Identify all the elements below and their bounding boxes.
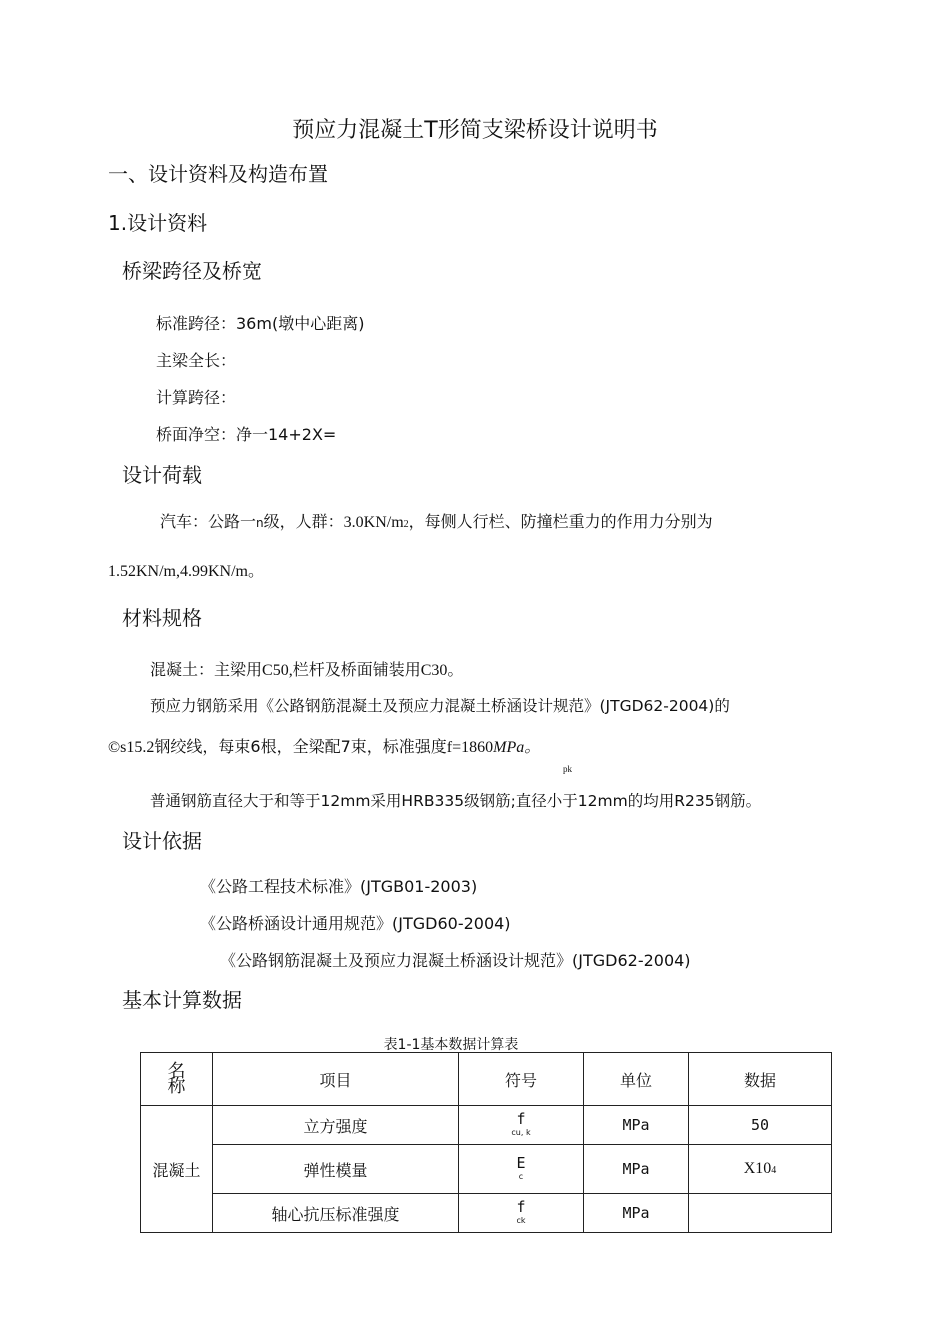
load-text-f: ，每侧人行栏、防撞栏重力的作用力分别为 [408,512,713,531]
table-row [141,1194,832,1233]
symbol-e-c [516,1153,526,1181]
row-data [689,1194,832,1233]
symbol-f-cuk [511,1109,531,1137]
header-data: 数据 [689,1053,832,1106]
load-text-c: 级，人群： [263,512,344,531]
mat3-text-a: ©s15.2 [108,739,155,756]
heading-span-width: 桥梁跨径及桥宽 [122,259,262,283]
mat-text-d: C30。 [420,662,464,679]
symbol-sub: ck [516,1215,526,1225]
material-line-3 [108,739,540,756]
mat-text-a: 混凝土：主梁用 [150,660,263,679]
material-line-1 [150,662,463,679]
row-item: 立方强度 [213,1106,459,1145]
symbol-sub: c [518,1171,524,1181]
row-item: 弹性模量 [213,1145,459,1194]
symbol-sub: cu, k [511,1127,531,1137]
header-name-bottom: 称 [167,1076,186,1097]
header-name-top: 名 [167,1061,186,1082]
basis-line-1: 《公路工程技术标准》(JTGB01-2003) [200,877,478,896]
header-unit: 单位 [584,1053,689,1106]
row-unit: MPa [584,1194,689,1233]
span-line-clearance: 桥面净空：净一14+2X= [156,425,337,444]
mat3-text-b: 钢绞线，每束6根，全梁配7束，标准强度 [154,737,447,756]
heading-material: 材料规格 [122,606,202,630]
row-symbol [459,1106,584,1145]
row-unit: MPa [584,1145,689,1194]
row-unit: MPa [584,1106,689,1145]
row-data-base: X10 [743,1160,772,1177]
heading-basic-data: 基本计算数据 [122,988,242,1012]
load-text-a: 汽车：公路一 [160,512,257,531]
span-line-length: 主梁全长： [156,351,237,370]
material-line-2: 预应力钢筋采用《公路钢筋混凝土及预应力混凝土桥涵设计规范》(JTGD62-2004)的 [150,697,730,715]
basis-line-2: 《公路桥涵设计通用规范》(JTGD60-2004) [200,914,511,933]
row-data [689,1145,832,1194]
row-data-exponent: 4 [771,1165,777,1176]
symbol-f-ck [516,1197,526,1225]
material-line-4: 普通钢筋直径大于和等于12mm采用HRB335级钢筋;直径小于12mm的均用R235钢筋。 [150,792,762,810]
document-title: 预应力混凝土T形简支梁桥设计说明书 [292,118,658,143]
mat3-text-c: f=1860 [446,739,494,756]
span-line-calc: 计算跨径： [156,388,237,407]
basis-line-3: 《公路钢筋混凝土及预应力混凝土桥涵设计规范》(JTGD62-2004) [220,951,691,970]
symbol-main: f [516,1197,526,1216]
span-line-standard: 标准跨径：36m(墩中心距离) [156,314,365,333]
load-text-e: 2 [403,519,409,530]
mat3-text-d: MPa。 [493,739,541,756]
header-item: 项目 [213,1053,459,1106]
header-name [141,1053,213,1106]
row-data: 50 [689,1106,832,1145]
mat-text-b: C50, [262,662,293,679]
symbol-main: f [516,1109,526,1128]
header-symbol: 符号 [459,1053,584,1106]
load-text-b: n [256,516,264,530]
symbol-main: E [516,1153,526,1172]
subsection-heading-design-data: 1.设计资料 [108,211,208,235]
table-row [141,1106,832,1145]
row-symbol [459,1145,584,1194]
heading-design-basis: 设计依据 [122,829,202,853]
section-heading-design-data: 一、设计资料及构造布置 [108,162,328,186]
group-concrete: 混凝土 [141,1106,213,1233]
table-row [141,1145,832,1194]
table-header-row [141,1053,832,1106]
heading-design-load: 设计荷载 [122,463,202,487]
row-symbol [459,1194,584,1233]
table-caption: 表1-1基本数据计算表 [383,1037,519,1053]
material-line-3-subscript: pk [563,764,572,774]
basic-data-table [140,1052,832,1233]
load-line-2: 1.52KN/m,4.99KN/m。 [108,563,265,580]
row-item: 轴心抗压标准强度 [213,1194,459,1233]
load-line-1 [160,514,713,531]
mat-text-c: 栏杆及桥面铺装用 [292,660,421,679]
load-text-d: 3.0KN/m [343,514,404,531]
